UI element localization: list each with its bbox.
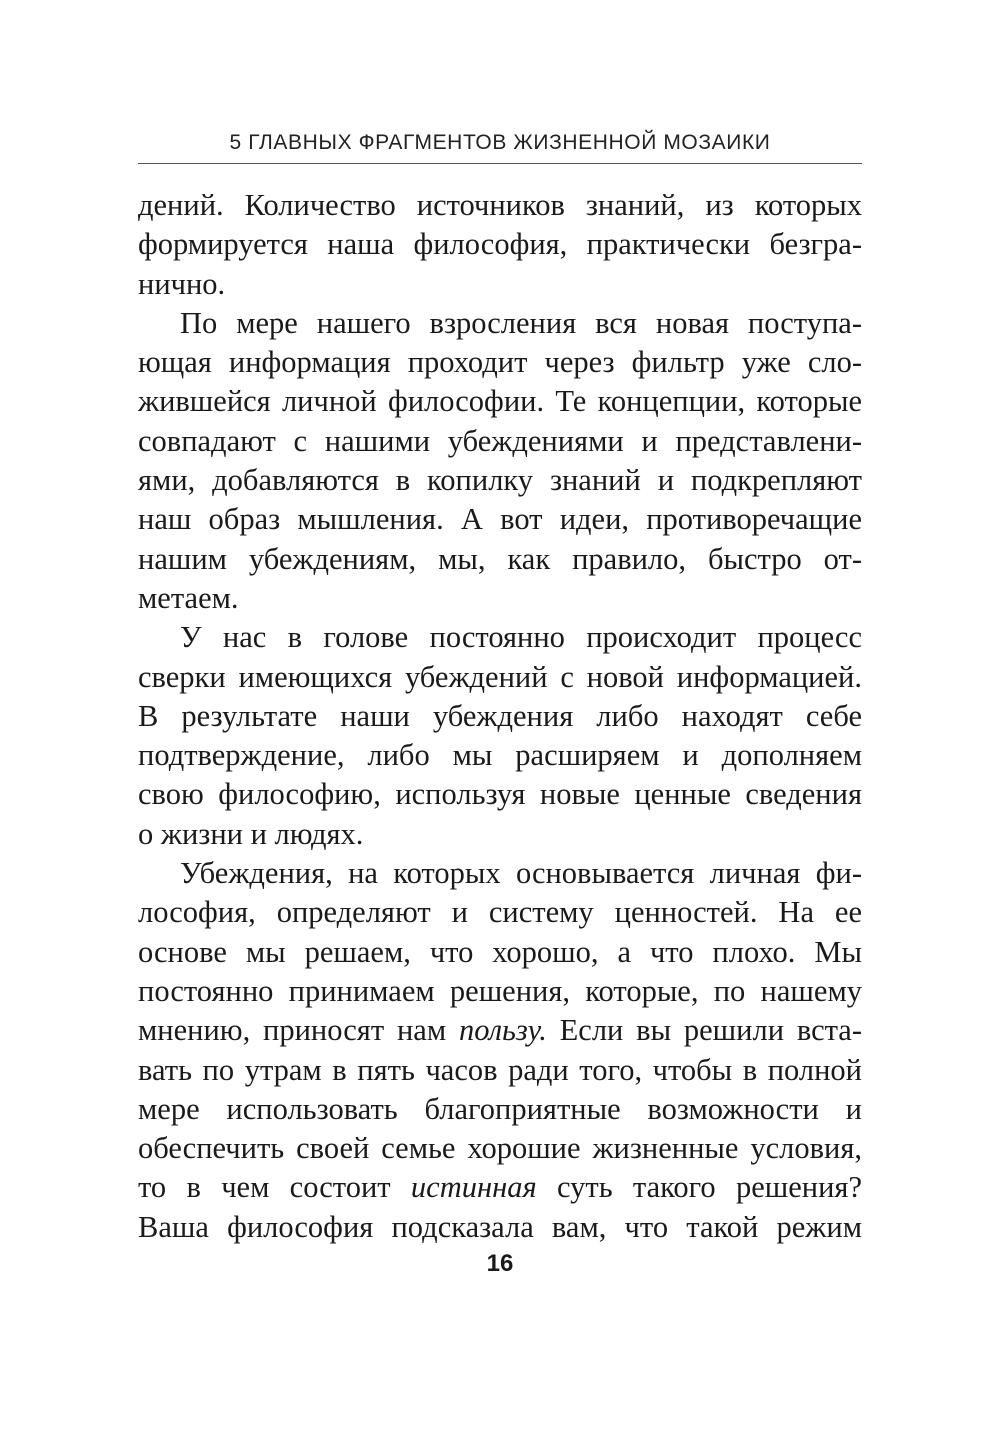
paragraph-2 xyxy=(138,304,862,618)
text-line: нично. xyxy=(138,266,226,301)
text-line: свою философию, используя новые ценные сведения xyxy=(138,777,862,812)
text-line: нашим убеждениям, мы, как правило, быстро от- xyxy=(138,541,862,576)
text-line: У нас в голове постоянно происходит процесс xyxy=(180,620,862,655)
text-line: подтверждение, либо мы расширяем и дополняем xyxy=(138,738,862,773)
text-segment: суть такого решения? xyxy=(536,1170,862,1205)
text-segment: то в чем состоит xyxy=(138,1170,411,1205)
text-line: Убеждения, на которых основывается личная фи- xyxy=(180,856,862,891)
text-line: обеспечить своей семье хорошие жизненные условия, xyxy=(138,1131,862,1166)
text-line xyxy=(138,1011,862,1050)
text-line: Ваша философия подсказала вам, что такой режим xyxy=(138,1209,862,1244)
running-header-title: 5 ГЛАВНЫХ ФРАГМЕНТОВ ЖИЗНЕННОЙ МОЗАИКИ xyxy=(229,131,771,154)
text-line: мере использовать благоприятные возможности и xyxy=(138,1091,862,1126)
body-text xyxy=(138,186,862,1247)
text-line: В результате наши убеждения либо находят себе xyxy=(138,698,862,733)
text-line: жившейся личной философии. Те концепции, которые xyxy=(138,384,862,419)
text-line: сверки имеющихся убеждений с новой информацией. xyxy=(138,659,862,694)
text-line: постоянно принимаем решения, которые, по нашему xyxy=(138,973,862,1008)
paragraph-4 xyxy=(138,854,862,1247)
paragraph-1 xyxy=(138,186,862,304)
text-line: формируется наша философия, практически безгра- xyxy=(138,227,862,262)
header-rule xyxy=(138,163,862,164)
text-line: ющая информация проходит через фильтр уже сло- xyxy=(138,345,862,380)
text-line: ями, добавляются в копилку знаний и подкрепляют xyxy=(138,463,862,498)
page-number: 16 xyxy=(486,1250,514,1277)
emphasis-istinnaya: истинная xyxy=(410,1170,537,1205)
emphasis-pol-zu: пользу. xyxy=(458,1013,547,1048)
text-line: о жизни и людях. xyxy=(138,816,364,851)
text-line: вать по утрам в пять часов ради того, чтобы в полной xyxy=(138,1052,862,1087)
text-line: наш образ мышления. А вот идеи, противоречащие xyxy=(138,502,862,537)
text-line xyxy=(138,1168,862,1207)
text-line: лософия, определяют и систему ценностей. На ее xyxy=(138,895,862,930)
paragraph-3 xyxy=(138,618,862,854)
text-line: основе мы решаем, что хорошо, а что плохо. Мы xyxy=(138,934,862,969)
text-line: По мере нашего взросления вся новая поступа- xyxy=(180,305,862,340)
text-line: метаем. xyxy=(138,580,239,615)
text-line: совпадают с нашими убеждениями и представлени- xyxy=(138,423,862,458)
text-segment: Если вы решили вста- xyxy=(546,1013,862,1048)
text-line: дений. Количество источников знаний, из которых xyxy=(138,188,862,222)
text-segment: мнению, приносят нам xyxy=(138,1013,459,1048)
